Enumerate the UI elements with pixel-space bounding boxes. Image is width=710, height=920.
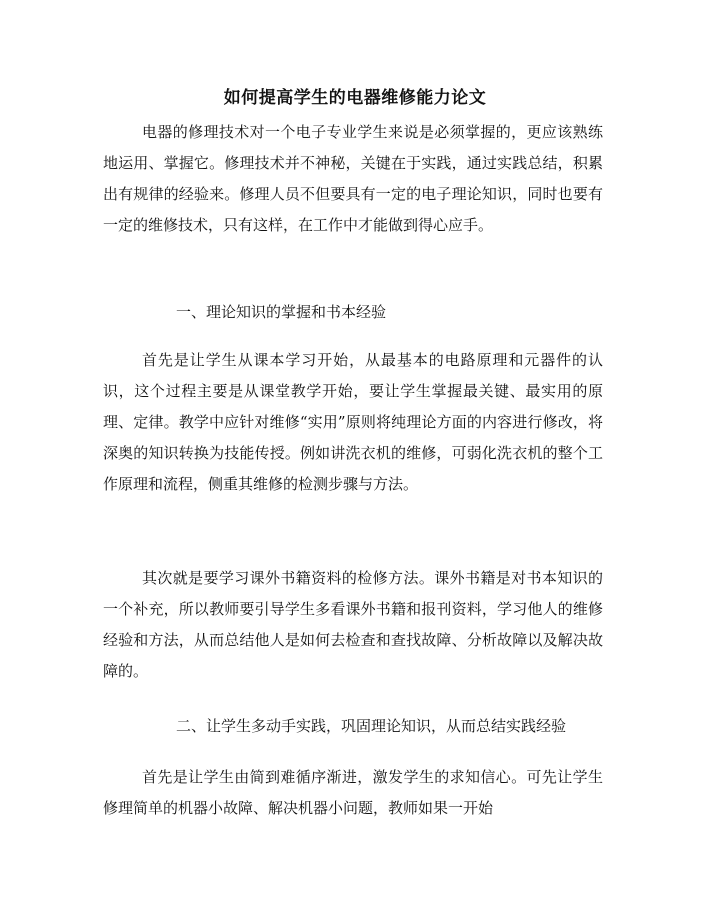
section-1-paragraph-2: 其次就是要学习课外书籍资料的检修方法。课外书籍是对书本知识的一个补充，所以教师要引导学生多看课外书籍和报刊资料，学习他人的维修经验和方法，从而总结他人是如何去检查和查找故障、分析故障以及解决故障的。 xyxy=(103,569,603,680)
section-2-paragraph-1: 首先是让学生由简到难循序渐进，激发学生的求知信心。可先让学生修理简单的机器小故障、解决机器小问题，教师如果一开始 xyxy=(103,768,603,817)
section-1-paragraph-1: 首先是让学生从课本学习开始，从最基本的电路原理和元器件的认识，这个过程主要是从课堂教学开始，要让学生掌握最关键、最实用的原理、定律。教学中应针对维修“实用”原则将纯理论方面的内容进行修改，将深奥的知识转换为技能传授。例如讲洗衣机的维修，可弱化洗衣机的整个工作原理和流程，侧重其维修的检测步骤与方法。 xyxy=(103,351,603,493)
section-1-heading: 一、理论知识的掌握和书本经验 xyxy=(176,303,387,321)
intro-paragraph: 电器的修理技术对一个电子专业学生来说是必须掌握的，更应该熟练地运用、掌握它。修理技术并不神秘，关键在于实践，通过实践总结，积累出有规律的经验来。修理人员不但要具有一定的电子理论知识，同时也要有一定的维修技术，只有这样，在工作中才能做到得心应手。 xyxy=(103,123,603,234)
document-title: 如何提高学生的电器维修能力论文 xyxy=(223,88,487,108)
section-2-heading: 二、让学生多动手实践，巩固理论知识，从而总结实践经验 xyxy=(176,717,567,735)
